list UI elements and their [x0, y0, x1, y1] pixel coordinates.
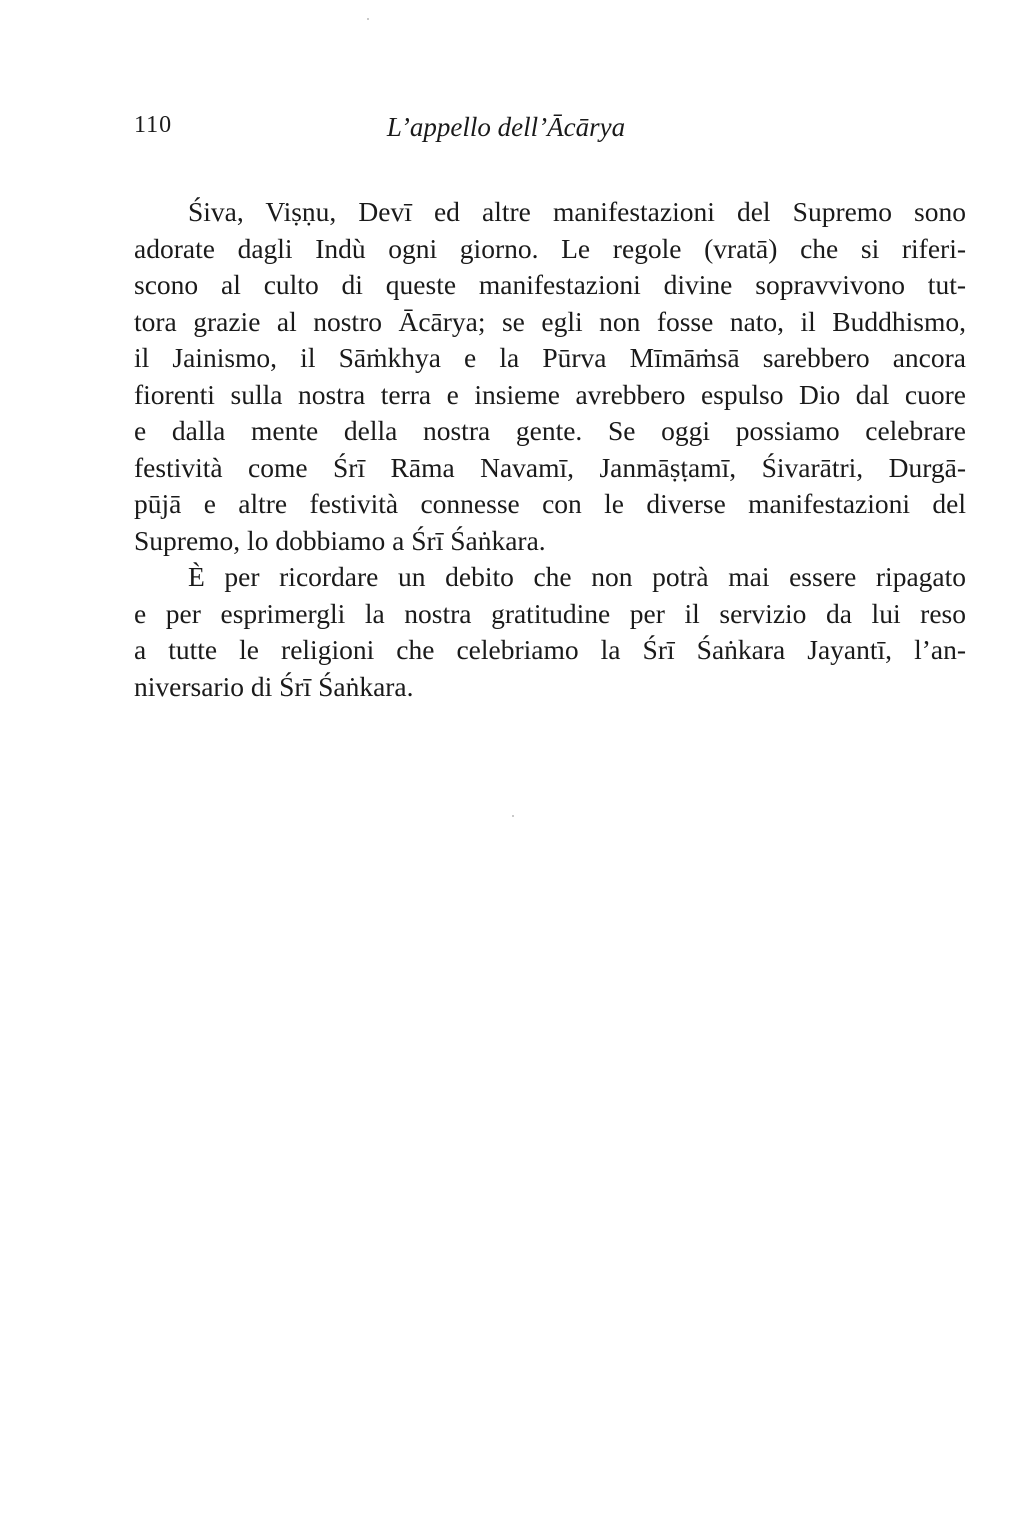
text-line: fiorenti sulla nostra terra e insieme avrebbero espulso Dio dal cuore — [134, 378, 966, 410]
text-line: e per esprimergli la nostra gratitudine per il servizio da lui reso — [134, 597, 966, 629]
scan-speck — [512, 815, 514, 817]
text-line: niversario di Śrī Śaṅkara. — [134, 670, 414, 702]
text-line: Śiva, Viṣṇu, Devī ed altre manifestazioni del Supremo sono — [188, 196, 966, 227]
scan-speck — [367, 18, 369, 20]
text-line: pūjā e altre festività connesse con le diverse manifestazioni del — [134, 488, 966, 519]
running-title: L’appello dell’Ācārya — [386, 112, 626, 142]
text-line: adorate dagli Indù ogni giorno. Le regole (vratā) che si riferi- — [134, 232, 966, 264]
paragraph-2 — [134, 559, 966, 705]
text-line: a tutte le religioni che celebriamo la Śrī Śaṅkara Jayantī, l’an- — [134, 634, 966, 665]
text-line: tora grazie al nostro Ācārya; se egli non fosse nato, il Buddhismo, — [134, 305, 966, 337]
body-text — [134, 194, 966, 705]
paragraph-1 — [134, 194, 966, 559]
text-line: festività come Śrī Rāma Navamī, Janmāṣṭamī, Śivarātri, Durgā- — [134, 451, 966, 483]
text-line: il Jainismo, il Sāṁkhya e la Pūrva Mīmāṁsā sarebbero ancora — [134, 342, 966, 373]
page-number: 110 — [134, 112, 173, 138]
text-line: Supremo, lo dobbiamo a Śrī Śaṅkara. — [134, 524, 546, 556]
text-line: È per ricordare un debito che non potrà mai essere ripagato — [188, 561, 966, 592]
text-line: e dalla mente della nostra gente. Se oggi possiamo celebrare — [134, 415, 966, 446]
text-line: scono al culto di queste manifestazioni divine sopravvivono tut- — [134, 269, 966, 300]
